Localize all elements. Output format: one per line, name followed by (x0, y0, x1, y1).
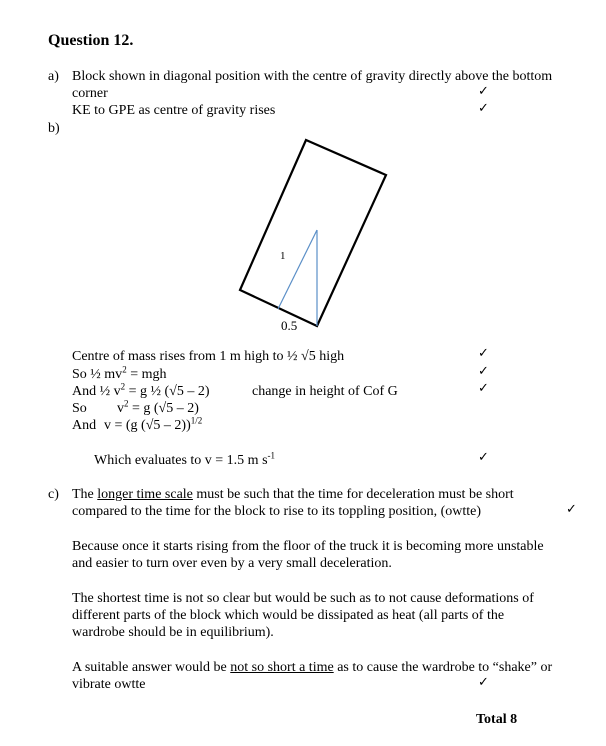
part-b-label: b) (48, 121, 60, 136)
part-c-label: c) (48, 487, 59, 502)
check-mark-icon: ✓ (478, 84, 489, 99)
check-mark-icon: ✓ (478, 101, 489, 116)
part-b-line-3-note: change in height of Cof G (252, 384, 398, 399)
part-a-label: a) (48, 69, 59, 84)
part-c-para-3-line-3: wardrobe should be in equilibrium). (72, 625, 274, 640)
part-a-line-3: KE to GPE as centre of gravity rises (72, 103, 276, 118)
question-title: Question 12. (48, 32, 134, 49)
check-mark-icon: ✓ (478, 346, 489, 361)
diagonal-line (278, 230, 317, 309)
part-b-result: Which evaluates to v = 1.5 m $s^{-1}$ (94, 450, 276, 468)
part-c-para-1-line-2: compared to the time for the block to rise to its toppling position, (owtte) (72, 504, 482, 519)
part-c-para-3-line-1: The shortest time is not so clear but would be such as to not cause deformations of (72, 591, 534, 606)
check-mark-icon: ✓ (478, 381, 489, 396)
part-b-line-4: $v^2 = g$ (√5 – 2) (117, 398, 199, 416)
part-c-para-1-line-1: The longer time scale must be such that the time for deceleration must be short (72, 487, 514, 502)
part-b-line-4-lead: So (72, 401, 87, 416)
check-mark-icon: ✓ (478, 364, 489, 379)
part-a-line-1: Block shown in diagonal position with the centre of gravity directly above the bottom (72, 69, 553, 84)
check-mark-icon: ✓ (478, 675, 489, 690)
part-c-para-4-line-1: A suitable answer would be not so short a time as to cause the wardrobe to “shake” or (72, 660, 553, 675)
part-a-line-2: corner (72, 86, 108, 101)
part-c-para-2-line-2: and easier to turn over even by a very small deceleration. (72, 556, 392, 571)
block-outline (240, 140, 386, 326)
diagram-label-height: 1 (280, 250, 286, 262)
part-c-para-4-line-2: vibrate owtte (72, 677, 146, 692)
part-b-line-2: So ½ $mv^2$ = mgh (72, 364, 167, 382)
part-b-line-5-lead: And (72, 418, 97, 433)
check-mark-icon: ✓ (478, 450, 489, 465)
part-c-para-2-line-1: Because once it starts rising from the floor of the truck it is becoming more unstable (72, 539, 544, 554)
total-marks: Total 8 (476, 712, 518, 727)
diagram-label-base: 0.5 (281, 318, 298, 333)
check-mark-icon: ✓ (566, 502, 577, 517)
part-b-line-1: Centre of mass rises from 1 m high to ½ √5 high (72, 349, 345, 364)
part-b-line-5: v = (g (√5 – 2))$^{1/2}$ (104, 415, 203, 433)
part-c-para-3-line-2: different parts of the block which would be dissipated as heat (all parts of the (72, 608, 505, 623)
part-b-line-3: And ½ $v^2 = g$ ½ (√5 – 2) (72, 381, 210, 399)
